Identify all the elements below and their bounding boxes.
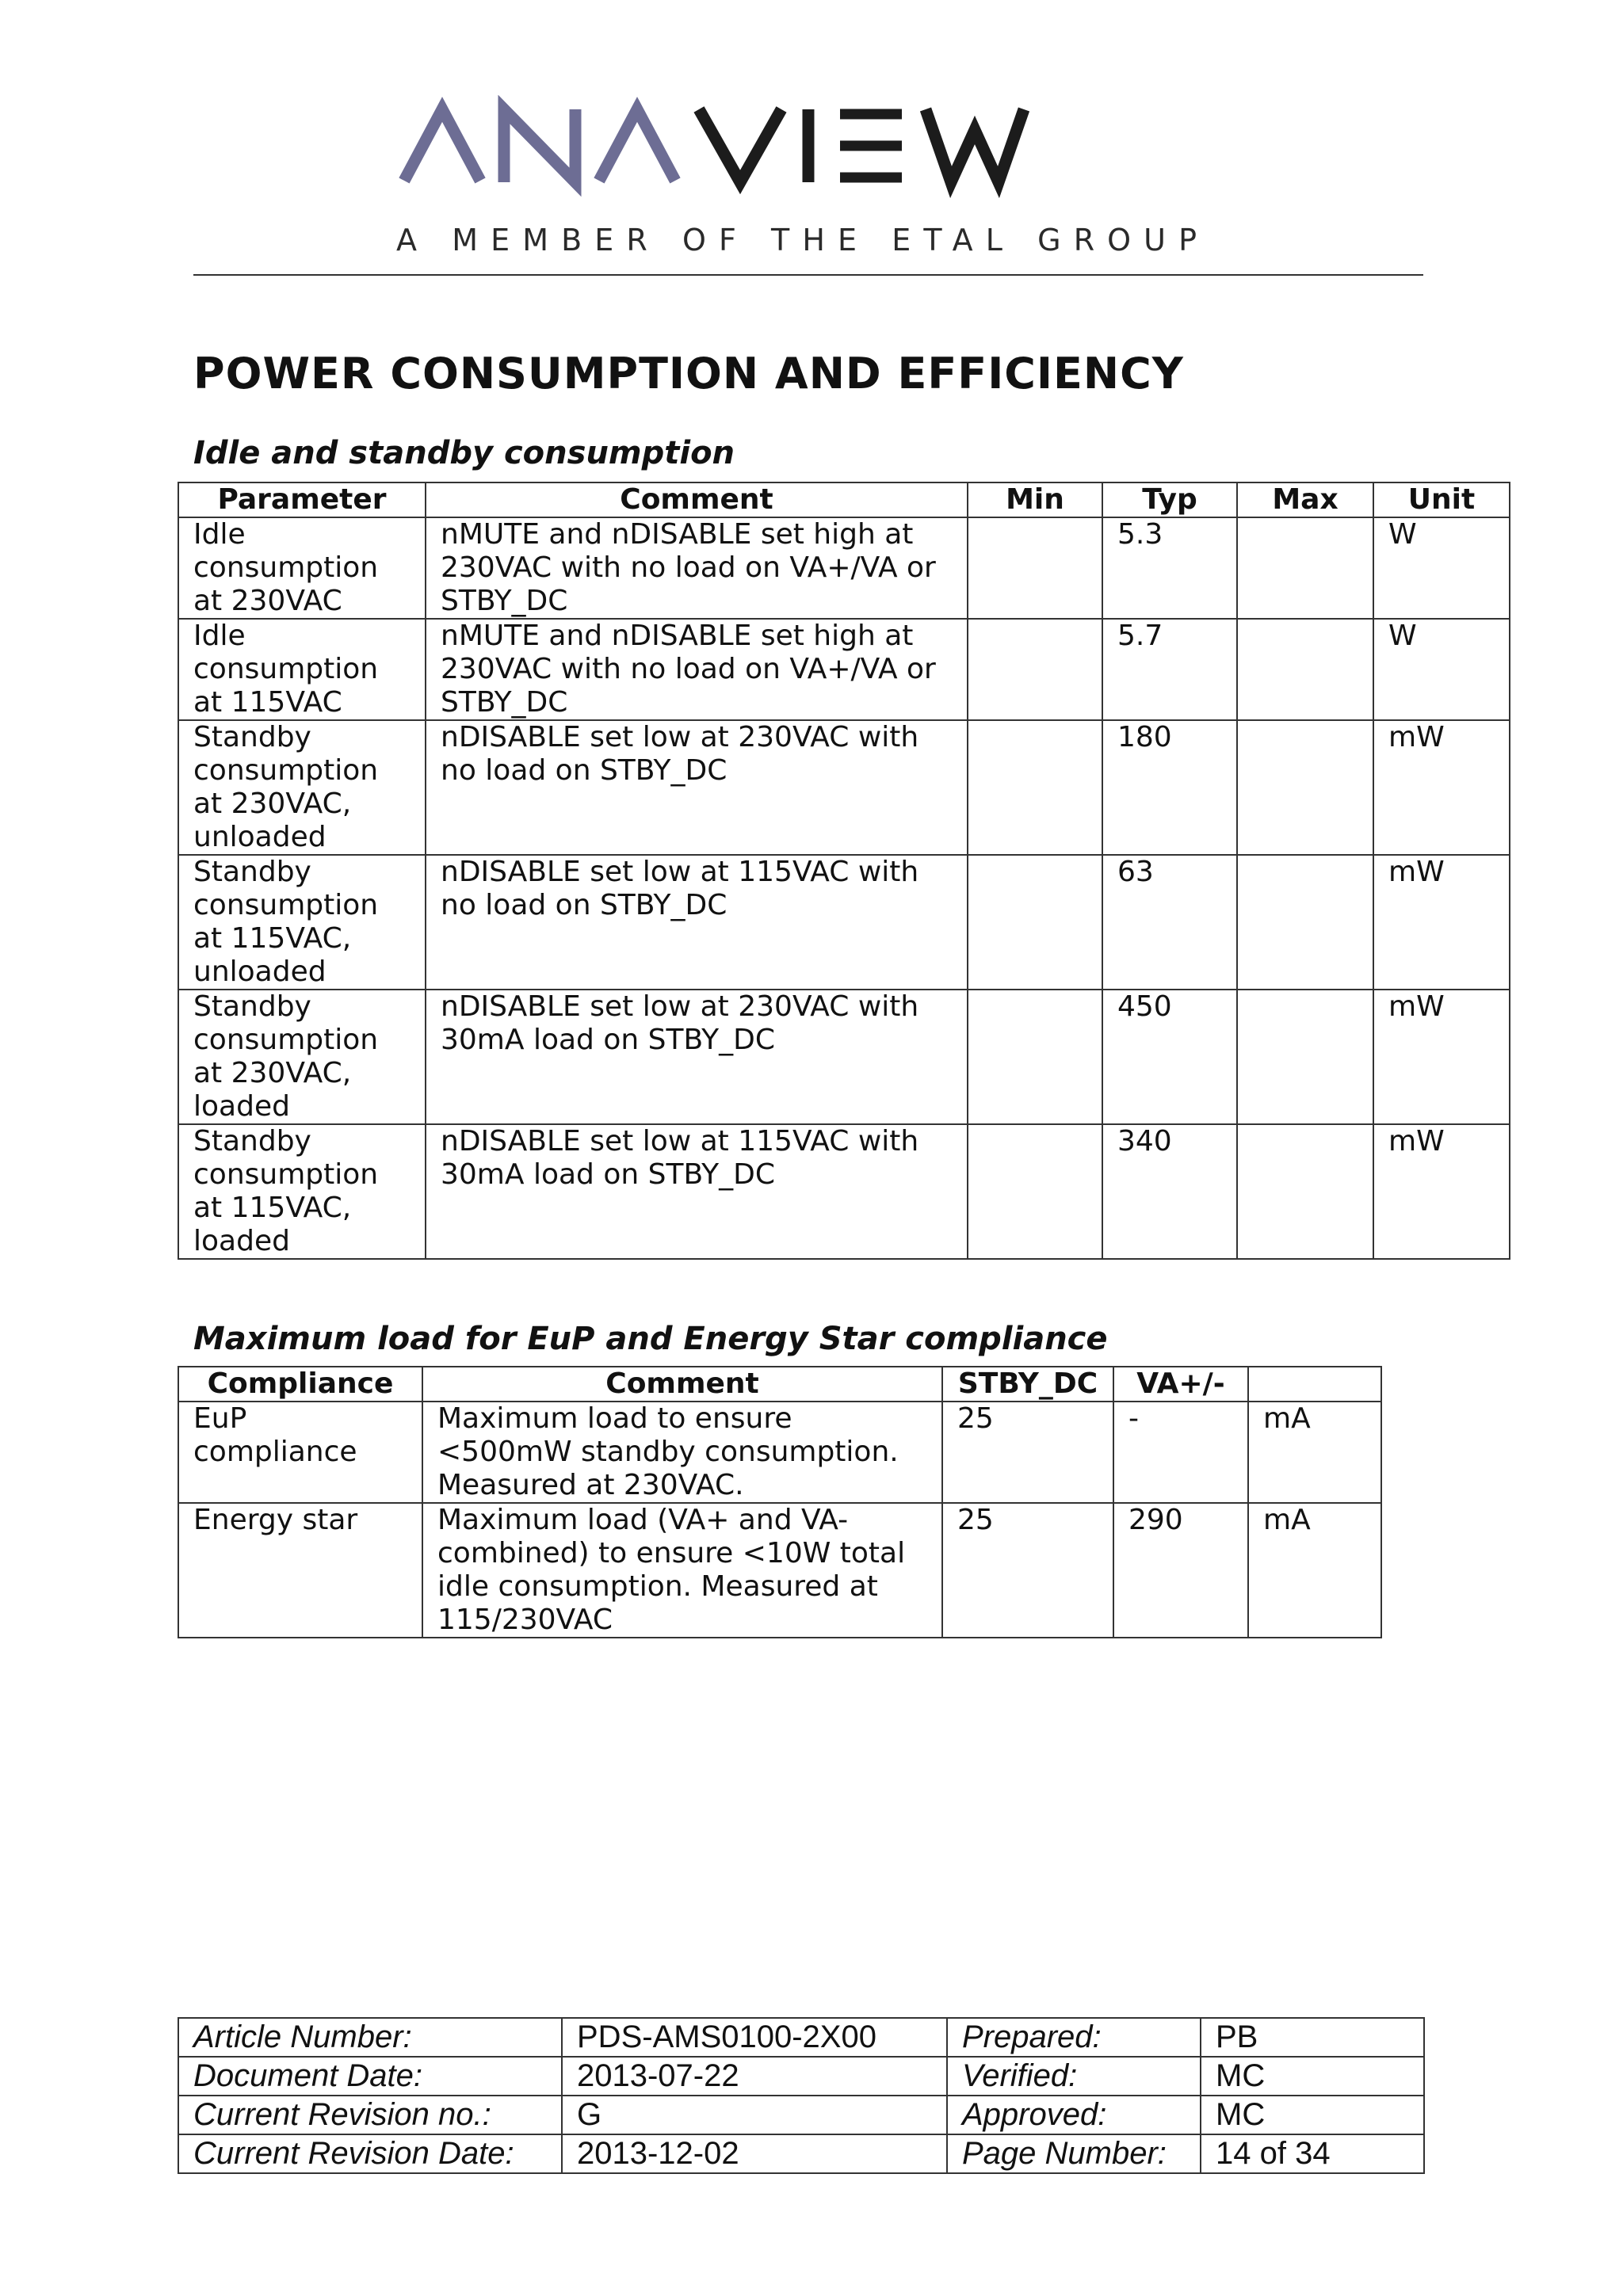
comment-cell: Maximum load to ensure <500mW standby consumption. Measured at 230VAC. — [422, 1402, 942, 1503]
parameter-cell: Standby consumption at 230VAC, loaded — [178, 990, 426, 1124]
stby-dc-cell: 25 — [942, 1503, 1113, 1638]
compliance-table — [178, 1366, 1382, 1638]
footer-value: PDS-AMS0100-2X00 — [562, 2018, 947, 2057]
unit-cell: mA — [1248, 1402, 1381, 1503]
footer-label: Page Number: — [947, 2134, 1201, 2173]
parameter-cell: Idle consumption at 115VAC — [178, 619, 426, 720]
footer-label: Article Number: — [178, 2018, 562, 2057]
comment-cell: nMUTE and nDISABLE set high at 230VAC with no load on VA+/VA or STBY_DC — [426, 619, 968, 720]
min-cell — [968, 517, 1102, 619]
column-header: Parameter — [178, 482, 426, 517]
min-cell — [968, 720, 1102, 855]
va-cell: 290 — [1113, 1503, 1248, 1638]
page-title: POWER CONSUMPTION AND EFFICIENCY — [193, 349, 1184, 399]
comment-cell: nDISABLE set low at 115VAC with 30mA load on STBY_DC — [426, 1124, 968, 1259]
min-cell — [968, 990, 1102, 1124]
footer-label: Document Date: — [178, 2057, 562, 2096]
idle-section-title: Idle and standby consumption — [193, 435, 735, 471]
stby-dc-cell: 25 — [942, 1402, 1113, 1503]
max-cell — [1237, 517, 1373, 619]
typ-cell: 63 — [1102, 855, 1237, 990]
column-header: VA+/- — [1113, 1367, 1248, 1402]
min-cell — [968, 619, 1102, 720]
column-header: Comment — [426, 482, 968, 517]
document-footer-table — [178, 2017, 1425, 2174]
footer-value: 14 of 34 — [1201, 2134, 1424, 2173]
comment-cell: nDISABLE set low at 230VAC with no load on STBY_DC — [426, 720, 968, 855]
comment-cell: Maximum load (VA+ and VA- combined) to ensure <10W total idle consumption. Measured at 115/230VAC — [422, 1503, 942, 1638]
typ-cell: 180 — [1102, 720, 1237, 855]
typ-cell: 5.7 — [1102, 619, 1237, 720]
logo-tagline: A MEMBER OF THE ETAL GROUP — [396, 223, 1197, 257]
max-cell — [1237, 619, 1373, 720]
footer-label: Approved: — [947, 2096, 1201, 2134]
parameter-cell: Idle consumption at 230VAC — [178, 517, 426, 619]
footer-value: 2013-07-22 — [562, 2057, 947, 2096]
typ-cell: 5.3 — [1102, 517, 1237, 619]
footer-value: MC — [1201, 2096, 1424, 2134]
column-header: Max — [1237, 482, 1373, 517]
footer-row — [178, 2134, 1424, 2173]
table-header-row — [178, 1367, 1381, 1402]
min-cell — [968, 855, 1102, 990]
footer-label: Verified: — [947, 2057, 1201, 2096]
table-row — [178, 517, 1510, 619]
parameter-cell: Standby consumption at 230VAC, unloaded — [178, 720, 426, 855]
comment-cell: nMUTE and nDISABLE set high at 230VAC with no load on VA+/VA or STBY_DC — [426, 517, 968, 619]
footer-row — [178, 2057, 1424, 2096]
compliance-cell: EuP compliance — [178, 1402, 422, 1503]
header-divider — [193, 274, 1423, 276]
max-cell — [1237, 990, 1373, 1124]
footer-row — [178, 2018, 1424, 2057]
footer-value: G — [562, 2096, 947, 2134]
parameter-cell: Standby consumption at 115VAC, loaded — [178, 1124, 426, 1259]
unit-cell: mA — [1248, 1503, 1381, 1638]
column-header: Min — [968, 482, 1102, 517]
unit-cell: mW — [1373, 855, 1510, 990]
footer-row — [178, 2096, 1424, 2134]
footer-value: PB — [1201, 2018, 1424, 2057]
unit-cell: mW — [1373, 990, 1510, 1124]
footer-value: 2013-12-02 — [562, 2134, 947, 2173]
va-cell: - — [1113, 1402, 1248, 1503]
table-header-row — [178, 482, 1510, 517]
table-row — [178, 1402, 1381, 1503]
company-logo — [396, 95, 1220, 261]
anaview-logo-graphic — [396, 95, 1220, 261]
column-header: Typ — [1102, 482, 1237, 517]
table-row — [178, 720, 1510, 855]
table-row — [178, 990, 1510, 1124]
column-header: Comment — [422, 1367, 942, 1402]
footer-label: Current Revision Date: — [178, 2134, 562, 2173]
compliance-cell: Energy star — [178, 1503, 422, 1638]
column-header — [1248, 1367, 1381, 1402]
max-cell — [1237, 720, 1373, 855]
typ-cell: 450 — [1102, 990, 1237, 1124]
logo-mark — [404, 109, 1024, 182]
max-cell — [1237, 855, 1373, 990]
table-row — [178, 855, 1510, 990]
min-cell — [968, 1124, 1102, 1259]
idle-consumption-table — [178, 482, 1510, 1260]
footer-value: MC — [1201, 2057, 1424, 2096]
column-header: Unit — [1373, 482, 1510, 517]
table-row — [178, 619, 1510, 720]
unit-cell: W — [1373, 517, 1510, 619]
footer-label: Current Revision no.: — [178, 2096, 562, 2134]
parameter-cell: Standby consumption at 115VAC, unloaded — [178, 855, 426, 990]
compliance-section-title: Maximum load for EuP and Energy Star compliance — [193, 1321, 1108, 1357]
max-cell — [1237, 1124, 1373, 1259]
comment-cell: nDISABLE set low at 115VAC with no load on STBY_DC — [426, 855, 968, 990]
column-header: Compliance — [178, 1367, 422, 1402]
comment-cell: nDISABLE set low at 230VAC with 30mA load on STBY_DC — [426, 990, 968, 1124]
column-header: STBY_DC — [942, 1367, 1113, 1402]
table-row — [178, 1503, 1381, 1638]
unit-cell: mW — [1373, 720, 1510, 855]
unit-cell: W — [1373, 619, 1510, 720]
typ-cell: 340 — [1102, 1124, 1237, 1259]
table-row — [178, 1124, 1510, 1259]
unit-cell: mW — [1373, 1124, 1510, 1259]
footer-label: Prepared: — [947, 2018, 1201, 2057]
